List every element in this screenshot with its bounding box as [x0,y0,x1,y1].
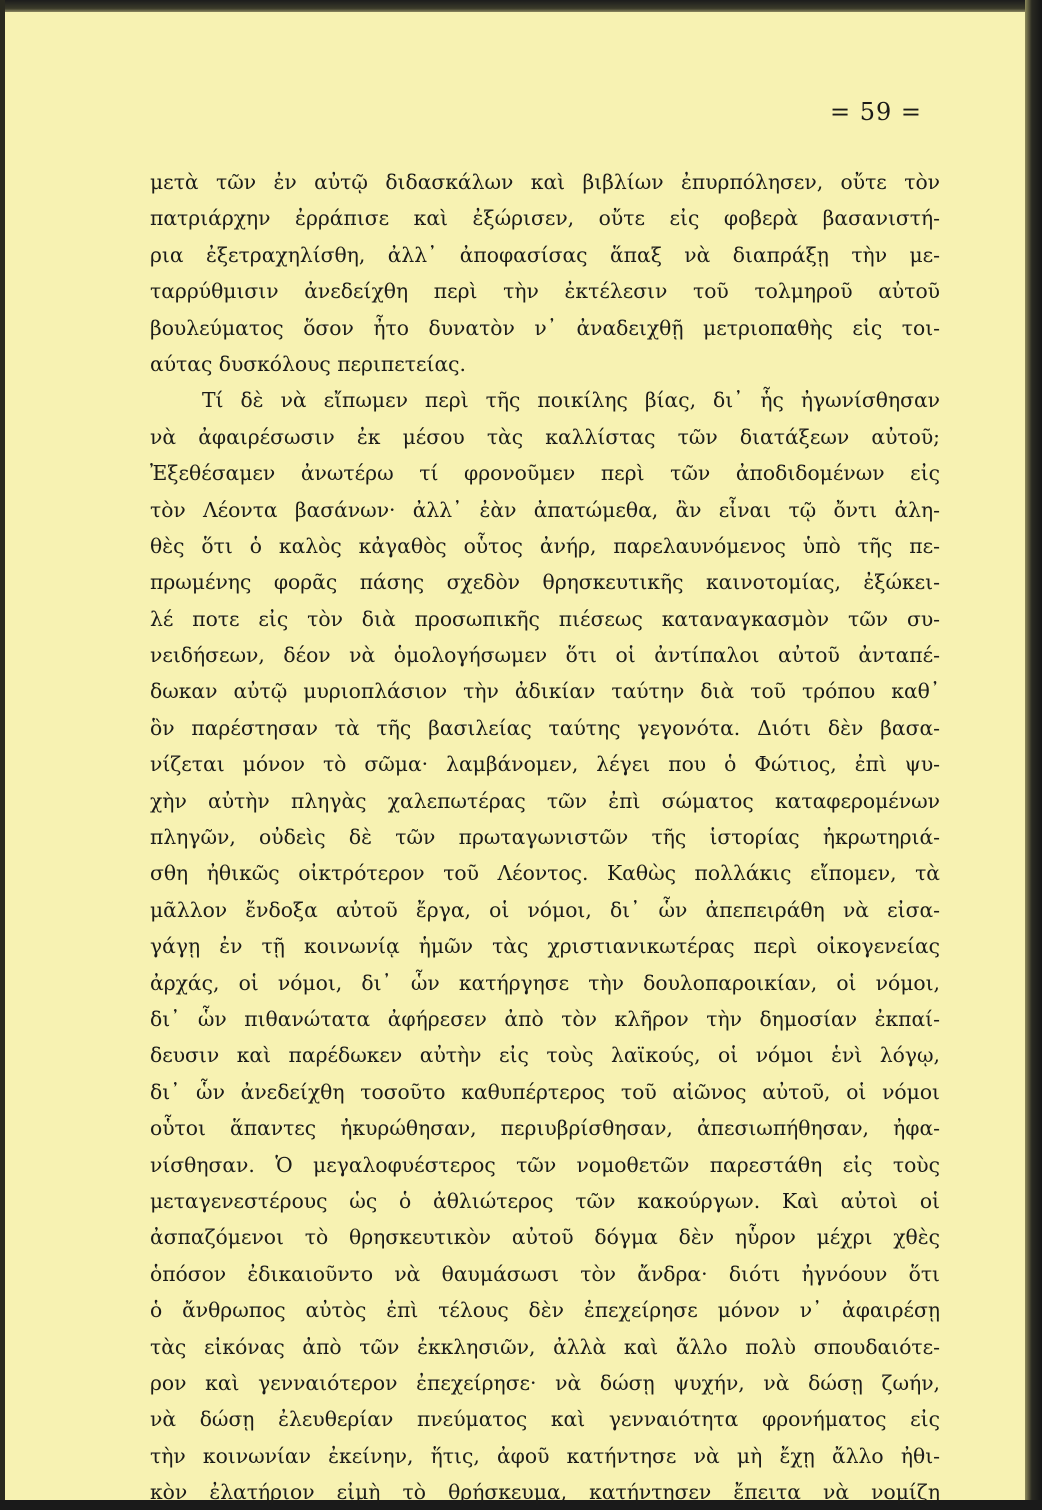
text-line: αύτας δυσκόλους περιπετείας. [150,351,466,376]
text-line: σθη ἠθικῶς οἰκτρότερον τοῦ Λέοντος. Καθὼς πολλάκις εἴπομεν, τὰ [150,861,940,886]
text-line: κὸν ἐλατήριον εἰμὴ τὸ θρήσκευμα, κατήντησεν ἔπειτα νὰ νομίζῃ [150,1480,940,1505]
page-number: = 59 = [830,98,923,126]
body-text [150,164,940,1510]
text-line: δι᾽ ὧν πιθανώτατα ἀφήρεσεν ἀπὸ τὸν κλῆρον τὴν δημοσίαν ἐκπαί- [150,1006,940,1031]
text-line: οὗτοι ἅπαντες ἠκυρώθησαν, περιυβρίσθησαν, ἀπεσιωπήθησαν, ἠφα- [150,1116,940,1141]
text-line: νίζεται μόνον τὸ σῶμα· λαμβάνομεν, λέγει που ὁ Φώτιος, ἐπὶ ψυ- [150,752,940,777]
text-line: δωκαν αὐτῷ μυριοπλάσιον τὴν ἀδικίαν ταύτην διὰ τοῦ τρόπου καθ᾽ [150,679,940,704]
text-line: πληγῶν, οὐδεὶς δὲ τῶν πρωταγωνιστῶν τῆς ἱστορίας ἠκρωτηριά- [150,825,940,850]
text-line: χὴν αὐτὴν πληγὰς χαλεπωτέρας τῶν ἐπὶ σώματος καταφερομένων [150,788,940,813]
paragraph-start-line: Τί δὲ νὰ εἴπωμεν περὶ τῆς ποικίλης βίας, δι᾽ ἧς ἠγωνίσθησαν [202,388,940,413]
text-line: νειδήσεων, δέον νὰ ὁμολογήσωμεν ὅτι οἱ ἀντίπαλοι αὐτοῦ ἀνταπέ- [150,643,940,668]
text-line: ρια ἐξετραχηλίσθη, ἀλλ᾽ ἀποφασίσας ἅπαξ νὰ διαπράξῃ τὴν με- [150,242,940,267]
text-line: ρον καὶ γενναιότερον ἐπεχείρησε· νὰ δώσῃ ψυχήν, νὰ δώσῃ ζωήν, [150,1370,940,1395]
text-line: τὴν κοινωνίαν ἐκείνην, ἥτις, ἀφοῦ κατήντησε νὰ μὴ ἔχῃ ἄλλο ἠθι- [150,1443,940,1468]
text-line: ὃν παρέστησαν τὰ τῆς βασιλείας ταύτης γεγονότα. Διότι δὲν βασα- [150,715,940,740]
text-line: δι᾽ ὧν ἀνεδείχθη τοσοῦτο καθυπέρτερος τοῦ αἰῶνος αὐτοῦ, οἱ νόμοι [150,1079,940,1104]
text-line: μᾶλλον ἔνδοξα αὐτοῦ ἔργα, οἱ νόμοι, δι᾽ ὧν ἀπεπειράθη νὰ εἰσα- [150,897,940,922]
text-line: ὁπόσον ἐδικαιοῦντο νὰ θαυμάσωσι τὸν ἄνδρα· διότι ἠγνόουν ὅτι [150,1261,940,1286]
text-line: τὰς εἰκόνας ἀπὸ τῶν ἐκκλησιῶν, ἀλλὰ καὶ ἄλλο πολὺ σπουδαιότε- [150,1334,940,1359]
text-line: λέ ποτε εἰς τὸν διὰ προσωπικῆς πιέσεως καταναγκασμὸν τῶν συ- [150,606,940,631]
text-line: ἀρχάς, οἱ νόμοι, δι᾽ ὧν κατήργησε τὴν δουλοπαροικίαν, οἱ νόμοι, [150,970,940,995]
text-line: τὸν Λέοντα βασάνων· ἀλλ᾽ ἐὰν ἀπατώμεθα, ἂν εἶναι τῷ ὄντι ἀλη- [150,497,940,522]
text-line: πρωμένης φορᾶς πάσης σχεδὸν θρησκευτικῆς καινοτομίας, ἐξώκει- [150,570,940,595]
text-line: γάγῃ ἐν τῇ κοινωνίᾳ ἡμῶν τὰς χριστιανικωτέρας περὶ οἰκογενείας [150,934,940,959]
text-line: ὁ ἄνθρωπος αὐτὸς ἐπὶ τέλους δὲν ἐπεχείρησε μόνον ν᾽ ἀφαιρέσῃ [150,1298,940,1323]
text-line: ταρρύθμισιν ἀνεδείχθη περὶ τὴν ἐκτέλεσιν τοῦ τολμηροῦ αὐτοῦ [150,279,940,304]
text-line: μετὰ τῶν ἐν αὐτῷ διδασκάλων καὶ βιβλίων ἐπυρπόλησεν, οὔτε τὸν [150,170,940,194]
text-line: ἀσπαζόμενοι τὸ θρησκευτικὸν αὐτοῦ δόγμα δὲν ηὗρον μέχρι χθὲς [150,1225,940,1250]
text-line: μεταγενεστέρους ὡς ὁ ἀθλιώτερος τῶν κακούργων. Καὶ αὐτοὶ οἱ [150,1188,940,1213]
text-line: θὲς ὅτι ὁ καλὸς κἀγαθὸς οὗτος ἀνήρ, παρελαυνόμενος ὑπὸ τῆς πε- [150,533,940,558]
text-line: νίσθησαν. Ὁ μεγαλοφυέστερος τῶν νομοθετῶν παρεστάθη εἰς τοὺς [150,1152,940,1177]
text-line: νὰ δώσῃ ἐλευθερίαν πνεύματος καὶ γενναιότητα φρονήματος εἰς [150,1407,940,1432]
text-line: δευσιν καὶ παρέδωκεν αὐτὴν εἰς τοὺς λαϊκούς, οἱ νόμοι ἑνὶ λόγῳ, [150,1043,940,1068]
scan-top-edge [0,0,1042,12]
text-line: πατριάρχην ἐρράπισε καὶ ἐξώρισεν, οὔτε εἰς φοβερὰ βασανιστή- [150,206,940,231]
text-line: Ἐξεθέσαμεν ἀνωτέρω τί φρονοῦμεν περὶ τῶν ἀποδιδομένων εἰς [150,461,940,486]
scan-left-edge [0,0,5,1500]
scan-right-edge [1025,0,1042,1500]
text-line: βουλεύματος ὅσον ἦτο δυνατὸν ν᾽ ἀναδειχθῇ μετριοπαθὴς εἰς τοι- [150,315,940,340]
text-line: νὰ ἀφαιρέσωσιν ἐκ μέσου τὰς καλλίστας τῶν διατάξεων αὐτοῦ; [150,424,940,449]
